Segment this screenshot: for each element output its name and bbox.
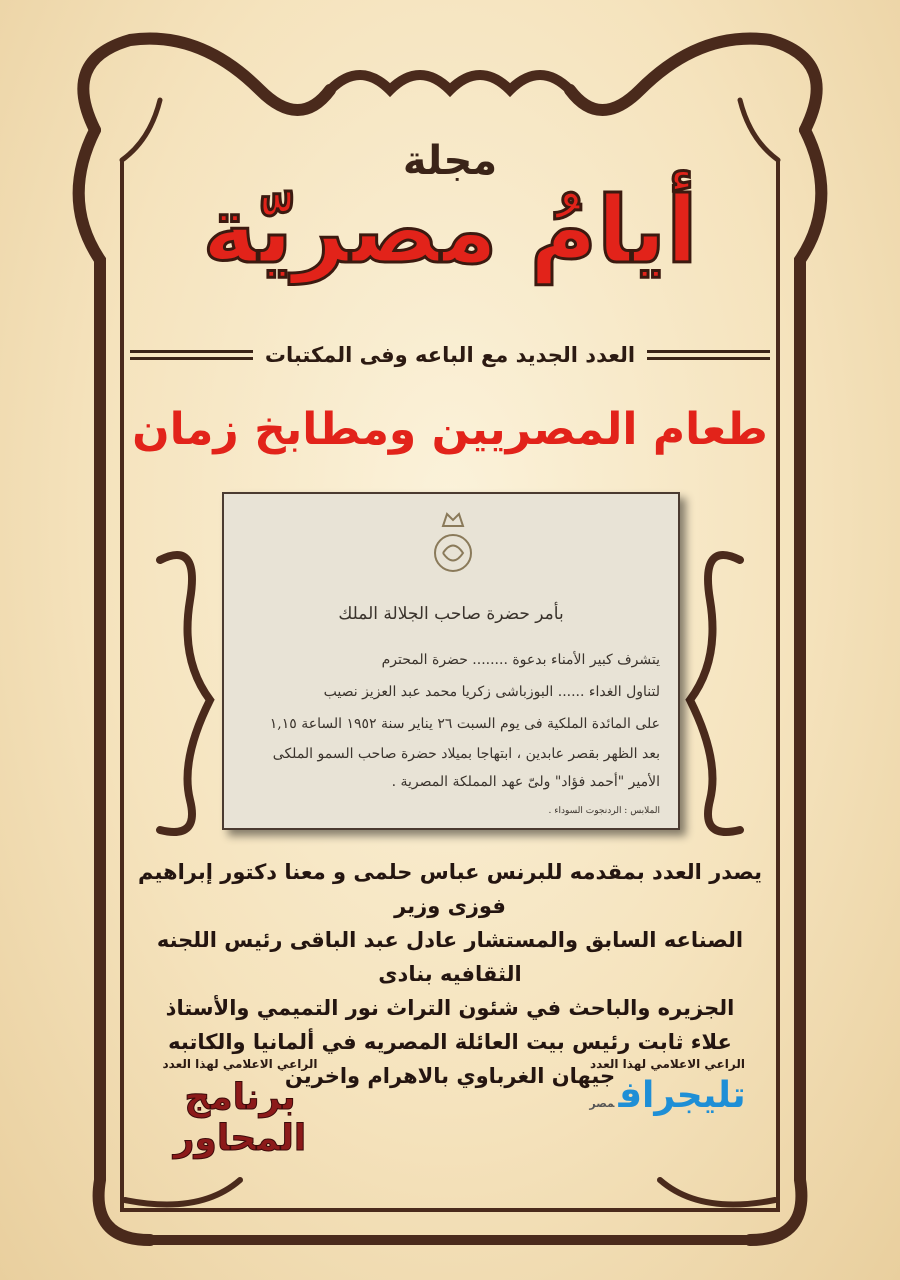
sponsor-almohawer [160,1057,320,1159]
sponsor-label: الراعي الاعلامي لهذا العدد [162,1057,318,1071]
telegraph-logo [580,1075,755,1116]
banner [130,340,770,370]
invitation-heading: بأمر حضرة صاحب الجلالة الملك [338,604,564,624]
sponsor-label: الراعي الاعلامي لهذا العدد [590,1057,745,1071]
invitation-line: يتشرف كبير الأمناء بدعوة ........ حضرة المحترم [381,652,660,668]
banner-rule [647,350,770,360]
invitation-dress: الملابس : الردنجوت السوداء . [548,806,660,816]
body-line: علاء ثابت رئيس بيت العائلة المصريه في ألمانيا والكاتبه [168,1030,732,1054]
telegraph-logo-text: تليجراف [618,1075,746,1116]
invitation-line: الأمير "أحمد فؤاد" ولىّ عهد المملكة المصرية . [391,774,660,790]
magazine-title: أيامُ مصريّة [202,177,698,284]
body-line: الصناعه السابق والمستشار عادل عبد الباقى رئيس اللجنه الثقافيه بنادى [156,928,744,986]
sponsor-telegraph [580,1057,755,1116]
almohawer-logo: برنامج المحاور [173,1077,307,1159]
body-line: يصدر العدد بمقدمه للبرنس عباس حلمى و معنا دكتور إبراهيم فوزى وزير [138,860,762,918]
royal-crest-icon [429,508,477,583]
telegraph-logo-sub: مصر [589,1097,615,1110]
invitation-line: بعد الظهر بقصر عابدين ، ابتهاجا بميلاد حضرة صاحب السمو الملكى [272,746,660,762]
invitation-line: على المائدة الملكية فى يوم السبت ٢٦ يناير سنة ١٩٥٢ الساعة ١,١٥ [269,716,660,732]
body-line: الجزيره والباحث في شئون التراث نور التميمي والأستاذ [165,996,735,1020]
invitation-line: لتناول الغداء ...... البوزباشى زكريا محمد عبد العزيز نصيب [323,684,660,700]
banner-text: العدد الجديد مع الباعه وفى المكتبات [264,343,636,367]
banner-rule [130,350,253,360]
body-line: جيهان الغرباوي بالاهرام واخرين [284,1064,616,1088]
magazine-label: مجلة [402,138,498,184]
headline: طعام المصريين ومطابخ زمان [132,404,768,455]
invitation-card-image [222,492,680,830]
